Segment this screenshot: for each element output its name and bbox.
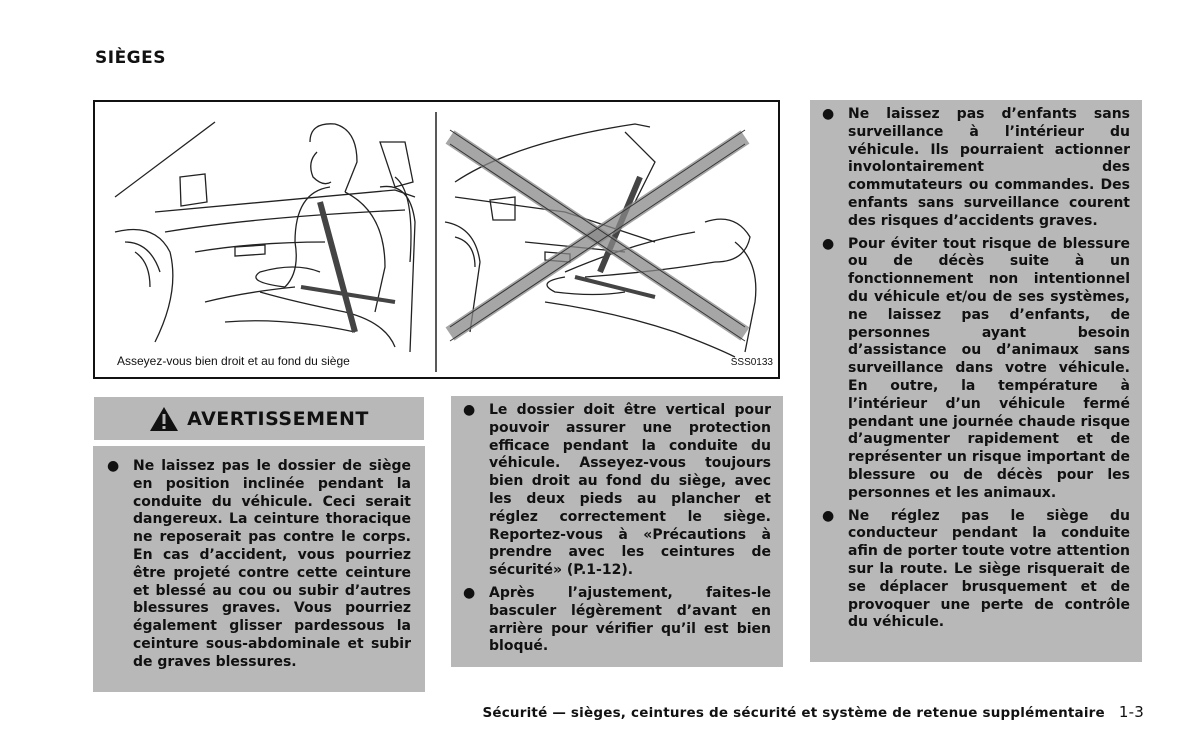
bullet-icon: ● bbox=[107, 458, 120, 474]
list-item bbox=[822, 106, 1130, 231]
list-item-text: Ne laissez pas d’enfants sans surveillance à l’intérieur du véhicule. Ils pourraient actionner involontairement des commutateurs ou commandes. Des enfants sans surveillance courent des risques d’accidents graves. bbox=[848, 106, 1130, 229]
warning-body bbox=[93, 446, 425, 692]
list-item bbox=[822, 508, 1130, 633]
warning-title: AVERTISSEMENT bbox=[187, 407, 369, 430]
page-footer bbox=[482, 703, 1144, 721]
bullet-icon: ● bbox=[822, 106, 835, 122]
seat-illustration bbox=[93, 100, 780, 379]
footer-text: Sécurité — sièges, ceintures de sécurité et système de retenue supplémentaire bbox=[482, 705, 1105, 721]
bullet-icon: ● bbox=[822, 235, 835, 252]
list-item-text: Ne réglez pas le siège du conducteur pendant la conduite afin de porter toute votre attention sur la route. Le siège risquerait de se déplacer brusquement et de provoquer une perte de contrôle du véhicule. bbox=[848, 507, 1130, 631]
warning-item bbox=[107, 458, 411, 672]
bullet-icon: ● bbox=[463, 584, 476, 601]
list-item-text: Pour éviter tout risque de blessure ou de décès suite à un fonctionnement non intentionnel du véhicule et/ou de ses systèmes, ne laissez pas d’enfants, de personnes ayant besoin d’assistance ou d’animaux sans surveillance dans votre véhicule. En outre, la température à l’intérieur d’un véhicule fermé pendant une journée chaude risque d’augmenter rapidement et de représenter un risque important de blessure ou de décès pour les personnes et les animaux. bbox=[848, 235, 1130, 501]
warning-header bbox=[93, 396, 425, 441]
right-column bbox=[810, 100, 1142, 662]
page-number: 1-3 bbox=[1118, 703, 1144, 721]
list-item bbox=[463, 585, 771, 656]
bullet-icon: ● bbox=[463, 402, 476, 418]
list-item-text: Le dossier doit être vertical pour pouvoir assurer une protection efficace pendant la conduite du véhicule. Asseyez-vous toujours bien droit au fond du siège, avec les deux pieds au plancher et réglez correctement le siège. Reportez-vous à «Précautions à prendre avec les ceintures de sécurité» (P.1-12). bbox=[489, 402, 771, 579]
list-item bbox=[822, 236, 1130, 503]
figure-caption: Asseyez-vous bien droit et au fond du siège bbox=[117, 354, 350, 368]
list-item bbox=[463, 402, 771, 580]
list-item-text: Après l’ajustement, faites-le basculer légèrement d’avant en arrière pour vérifier qu’il est bien bloqué. bbox=[489, 584, 771, 655]
warning-item-text: Ne laissez pas le dossier de siège en position inclinée pendant la conduite du véhicule. Ceci serait dangereux. La ceinture thoracique ne reposerait pas contre le corps. En cas d’accident, vous pourriez être projeté contre cette ceinture et blessé au cou ou subir d’autres blessures graves. Vous pourriez également glisser pardessous la ceinture sous-abdominale et subir de graves blessures. bbox=[133, 458, 411, 670]
seat-drawing bbox=[95, 102, 778, 377]
warning-triangle-icon bbox=[149, 406, 179, 432]
figure-code: SSS0133 bbox=[730, 357, 773, 368]
section-title: SIÈGES bbox=[95, 48, 166, 68]
middle-column bbox=[451, 396, 783, 667]
bullet-icon: ● bbox=[822, 507, 835, 524]
